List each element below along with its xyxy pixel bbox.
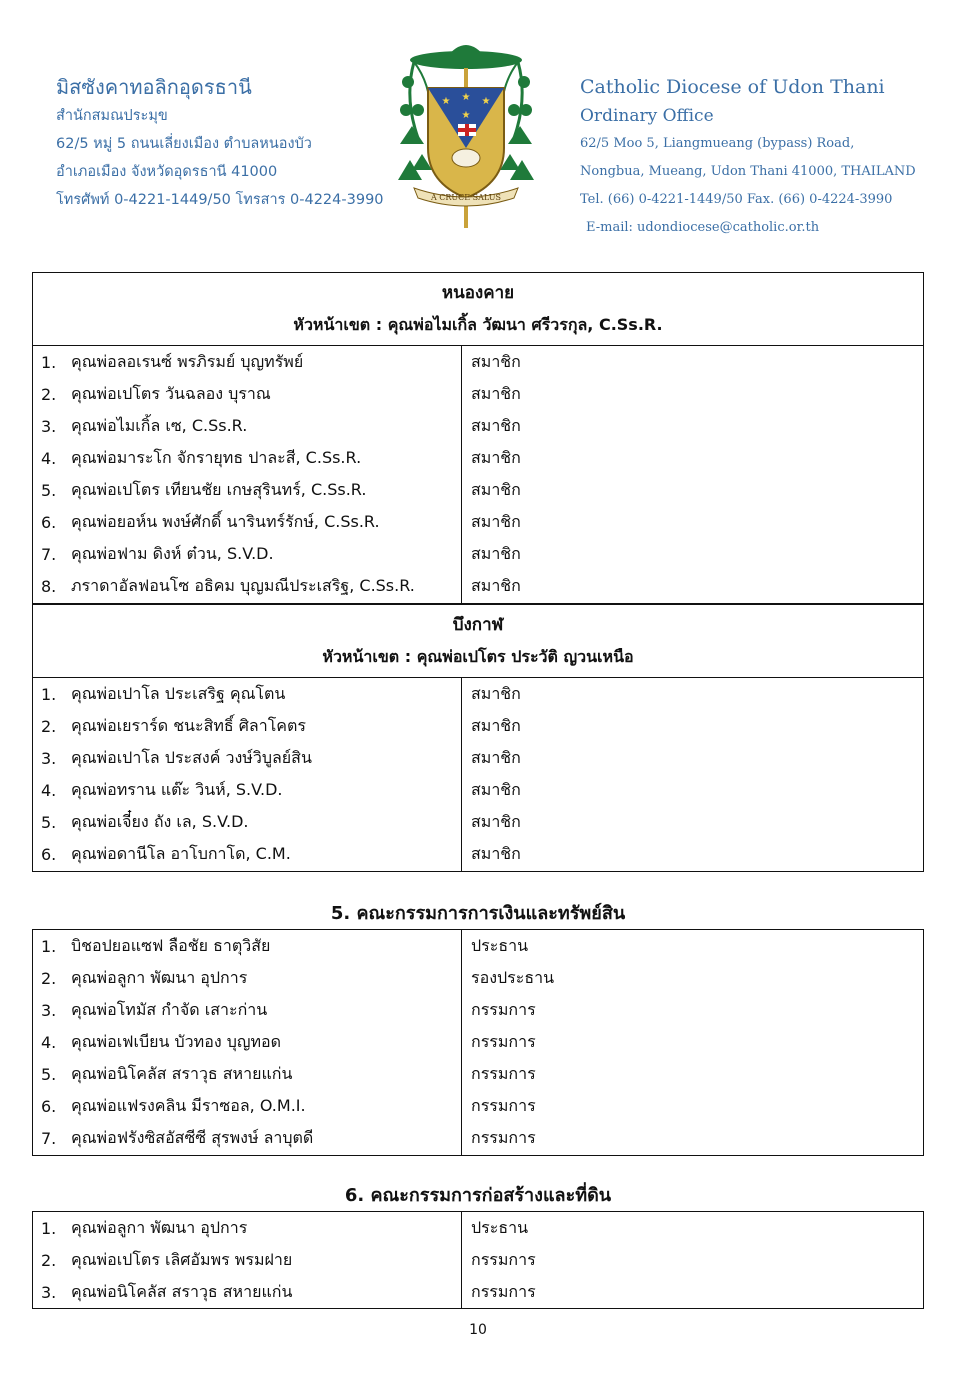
member-name: คุณพ่อลูกา พัฒนา อุปการ — [71, 1217, 248, 1237]
table-header — [33, 273, 923, 346]
svg-text:★: ★ — [461, 92, 471, 103]
row-number: 4. — [41, 1032, 57, 1052]
row-number: 3. — [41, 748, 57, 768]
diocese-crest-logo — [394, 38, 538, 232]
table-nongkhai — [32, 272, 924, 604]
row-number: 1. — [41, 352, 57, 372]
row-number: 7. — [41, 545, 57, 565]
member-name: คุณพ่อเปโตร วันฉลอง บุราณ — [71, 383, 271, 403]
member-role: สมาชิก — [471, 715, 521, 735]
table-row — [33, 1026, 923, 1058]
phone-thai: โทรศัพท์ 0-4221-1449/50 โทรสาร 0-4224-3990 — [56, 192, 384, 208]
member-name: คุณพ่อฟาม ดิงห์ ต๋วน, S.V.D. — [71, 544, 274, 564]
member-role: กรรมการ — [471, 1128, 536, 1148]
table-row — [33, 1123, 923, 1155]
org-name-english: Catholic Diocese of Udon Thani — [580, 76, 885, 98]
letterhead-english — [580, 72, 960, 242]
table-bungkan — [32, 604, 924, 872]
member-name: ภราดาอัลฟอนโซ อธิคม บุญมณีประเสริฐ, C.Ss.R. — [71, 576, 415, 596]
table-construction-committee — [32, 1211, 924, 1309]
region-head: หัวหน้าเขต : คุณพ่อไมเกิ้ล วัฒนา ศรีวรกุล, C.Ss.R. — [293, 315, 663, 334]
row-number: 7. — [41, 1129, 57, 1149]
table-row — [33, 838, 923, 870]
member-name: คุณพ่อนิโคลัส สราวุธ สหายแก่น — [71, 1281, 293, 1301]
table-row — [33, 1058, 923, 1090]
member-name: คุณพ่อเปาโล ประสงค์ วงษ์วิบูลย์สิน — [71, 747, 312, 767]
row-number: 3. — [41, 1000, 57, 1020]
row-number: 3. — [41, 1282, 57, 1302]
org-name-thai: มิสซังคาทอลิกอุดรธานี — [56, 75, 252, 99]
member-name: คุณพ่อลูกา พัฒนา อุปการ — [71, 967, 248, 987]
member-role: กรรมการ — [471, 1249, 536, 1269]
section-5-title: 5. คณะกรรมการการเงินและทรัพย์สิน — [330, 903, 626, 924]
row-number: 1. — [41, 936, 57, 956]
member-name: คุณพ่อไมเกิ้ล เซ, C.Ss.R. — [71, 415, 248, 435]
member-name: คุณพ่อลอเรนซ์ พรภิรมย์ บุญทรัพย์ — [71, 351, 304, 371]
member-role: สมาชิก — [471, 447, 521, 467]
table-row — [33, 410, 923, 442]
row-number: 2. — [41, 384, 57, 404]
member-name: คุณพ่อเยราร์ด ชนะสิทธิ์ ศิลาโคตร — [71, 715, 306, 735]
row-number: 1. — [41, 684, 57, 704]
table-row — [33, 1276, 923, 1308]
member-role: สมาชิก — [471, 683, 521, 703]
table-row — [33, 1212, 923, 1244]
row-number: 2. — [41, 968, 57, 988]
member-role: สมาชิก — [471, 747, 521, 767]
table-row — [33, 346, 923, 378]
table-row — [33, 474, 923, 506]
row-number: 6. — [41, 1097, 57, 1117]
member-role: สมาชิก — [471, 779, 521, 799]
office-name-english: Ordinary Office — [580, 106, 714, 126]
member-name: คุณพ่อนิโคลัส สราวุธ สหายแก่น — [71, 1063, 293, 1083]
email-english: E-mail: udondiocese@catholic.or.th — [586, 220, 820, 235]
member-role: กรรมการ — [471, 1063, 536, 1083]
region-title: บึงกาฬ — [452, 615, 504, 635]
svg-text:★: ★ — [441, 96, 451, 107]
section-6-title: 6. คณะกรรมการก่อสร้างและที่ดิน — [344, 1185, 612, 1206]
row-number: 5. — [41, 480, 57, 500]
member-role: กรรมการ — [471, 1031, 536, 1051]
table-row — [33, 1244, 923, 1276]
member-name: คุณพ่อโทมัส กำจัด เสาะก่าน — [71, 999, 268, 1019]
table-row — [33, 1090, 923, 1122]
row-number: 6. — [41, 845, 57, 865]
member-role: รองประธาน — [471, 967, 555, 987]
member-role: สมาชิก — [471, 383, 521, 403]
member-name: บิชอปยอแซฟ ลือชัย ธาตุวิสัย — [71, 935, 271, 955]
table-row — [33, 930, 923, 962]
member-name: คุณพ่อทราน แต๊ะ วินห์, S.V.D. — [71, 779, 283, 799]
member-role: สมาชิก — [471, 512, 521, 532]
member-role: สมาชิก — [471, 415, 521, 435]
table-row — [33, 994, 923, 1026]
table-body — [33, 346, 923, 603]
member-role: สมาชิก — [471, 844, 521, 864]
svg-text:★: ★ — [481, 96, 491, 107]
member-role: สมาชิก — [471, 576, 521, 596]
letterhead-thai — [56, 72, 386, 214]
row-number: 8. — [41, 577, 57, 597]
member-name: คุณพ่อแฟรงคลิน มีราซอล, O.M.I. — [71, 1096, 306, 1116]
member-role: ประธาน — [471, 935, 529, 955]
row-number: 2. — [41, 1250, 57, 1270]
member-name: คุณพ่อมาระโก จักรายุทธ ปาละสี, C.Ss.R. — [71, 447, 362, 467]
table-row — [33, 962, 923, 994]
table-row — [33, 506, 923, 538]
table-row — [33, 678, 923, 710]
office-name-thai: สำนักสมณประมุข — [56, 108, 168, 124]
row-number: 1. — [41, 1218, 57, 1238]
table-row — [33, 774, 923, 806]
page-number: 10 — [469, 1322, 487, 1338]
row-number: 4. — [41, 780, 57, 800]
member-name: คุณพ่อเปาโล ประเสริฐ คุณโตน — [71, 683, 286, 703]
region-title: หนองคาย — [441, 283, 515, 303]
region-head: หัวหน้าเขต : คุณพ่อเปโตร ประวัติ ญวนเหนือ — [322, 647, 634, 666]
member-role: ประธาน — [471, 1217, 529, 1237]
phone-english: Tel. (66) 0-4221-1449/50 Fax. (66) 0-4224-3990 — [580, 192, 893, 207]
row-number: 2. — [41, 716, 57, 736]
member-name: คุณพ่อฟรังซิสอัสซีซี สุรพงษ์ ลาบุตดี — [71, 1128, 314, 1148]
address-line-1-thai: 62/5 หมู่ 5 ถนนเลี่ยงเมือง ตำบลหนองบัว — [56, 136, 312, 152]
member-role: กรรมการ — [471, 999, 536, 1019]
table-body — [33, 1212, 923, 1308]
member-name: คุณพ่อเจี๋ยง ถัง เล, S.V.D. — [71, 811, 249, 831]
table-body — [33, 678, 923, 871]
row-number: 4. — [41, 448, 57, 468]
table-row — [33, 539, 923, 571]
member-role: สมาชิก — [471, 811, 521, 831]
member-name: คุณพ่อเปโตร เทียนชัย เกษสุรินทร์, C.Ss.R. — [71, 479, 367, 499]
member-role: สมาชิก — [471, 351, 521, 371]
member-role: กรรมการ — [471, 1281, 536, 1301]
table-header — [33, 605, 923, 678]
table-row — [33, 806, 923, 838]
table-body — [33, 930, 923, 1155]
table-row — [33, 742, 923, 774]
table-row — [33, 710, 923, 742]
member-name: คุณพ่อเปโตร เลิศอัมพร พรมฝาย — [71, 1249, 293, 1269]
row-number: 3. — [41, 416, 57, 436]
address-line-2-english: Nongbua, Mueang, Udon Thani 41000, THAILAND — [580, 164, 916, 179]
member-name: คุณพ่อดานีโล อาโบกาโด, C.M. — [71, 844, 291, 864]
svg-text:★: ★ — [461, 110, 471, 121]
member-role: สมาชิก — [471, 479, 521, 499]
row-number: 6. — [41, 513, 57, 533]
member-name: คุณพ่อยอห์น พงษ์ศักดิ์ นารินทร์รักษ์, C.Ss.R. — [71, 512, 380, 532]
member-name: คุณพ่อเฟเบียน บัวทอง บุญทอด — [71, 1031, 282, 1051]
row-number: 5. — [41, 812, 57, 832]
table-row — [33, 442, 923, 474]
crest-motto: A CRUCE SALUS — [430, 193, 502, 202]
table-row — [33, 378, 923, 410]
row-number: 5. — [41, 1064, 57, 1084]
table-row — [33, 571, 923, 603]
member-role: กรรมการ — [471, 1096, 536, 1116]
address-line-2-thai: อำเภอเมือง จังหวัดอุดรธานี 41000 — [56, 164, 278, 180]
table-finance-committee — [32, 929, 924, 1156]
member-role: สมาชิก — [471, 544, 521, 564]
address-line-1-english: 62/5 Moo 5, Liangmueang (bypass) Road, — [580, 136, 855, 151]
